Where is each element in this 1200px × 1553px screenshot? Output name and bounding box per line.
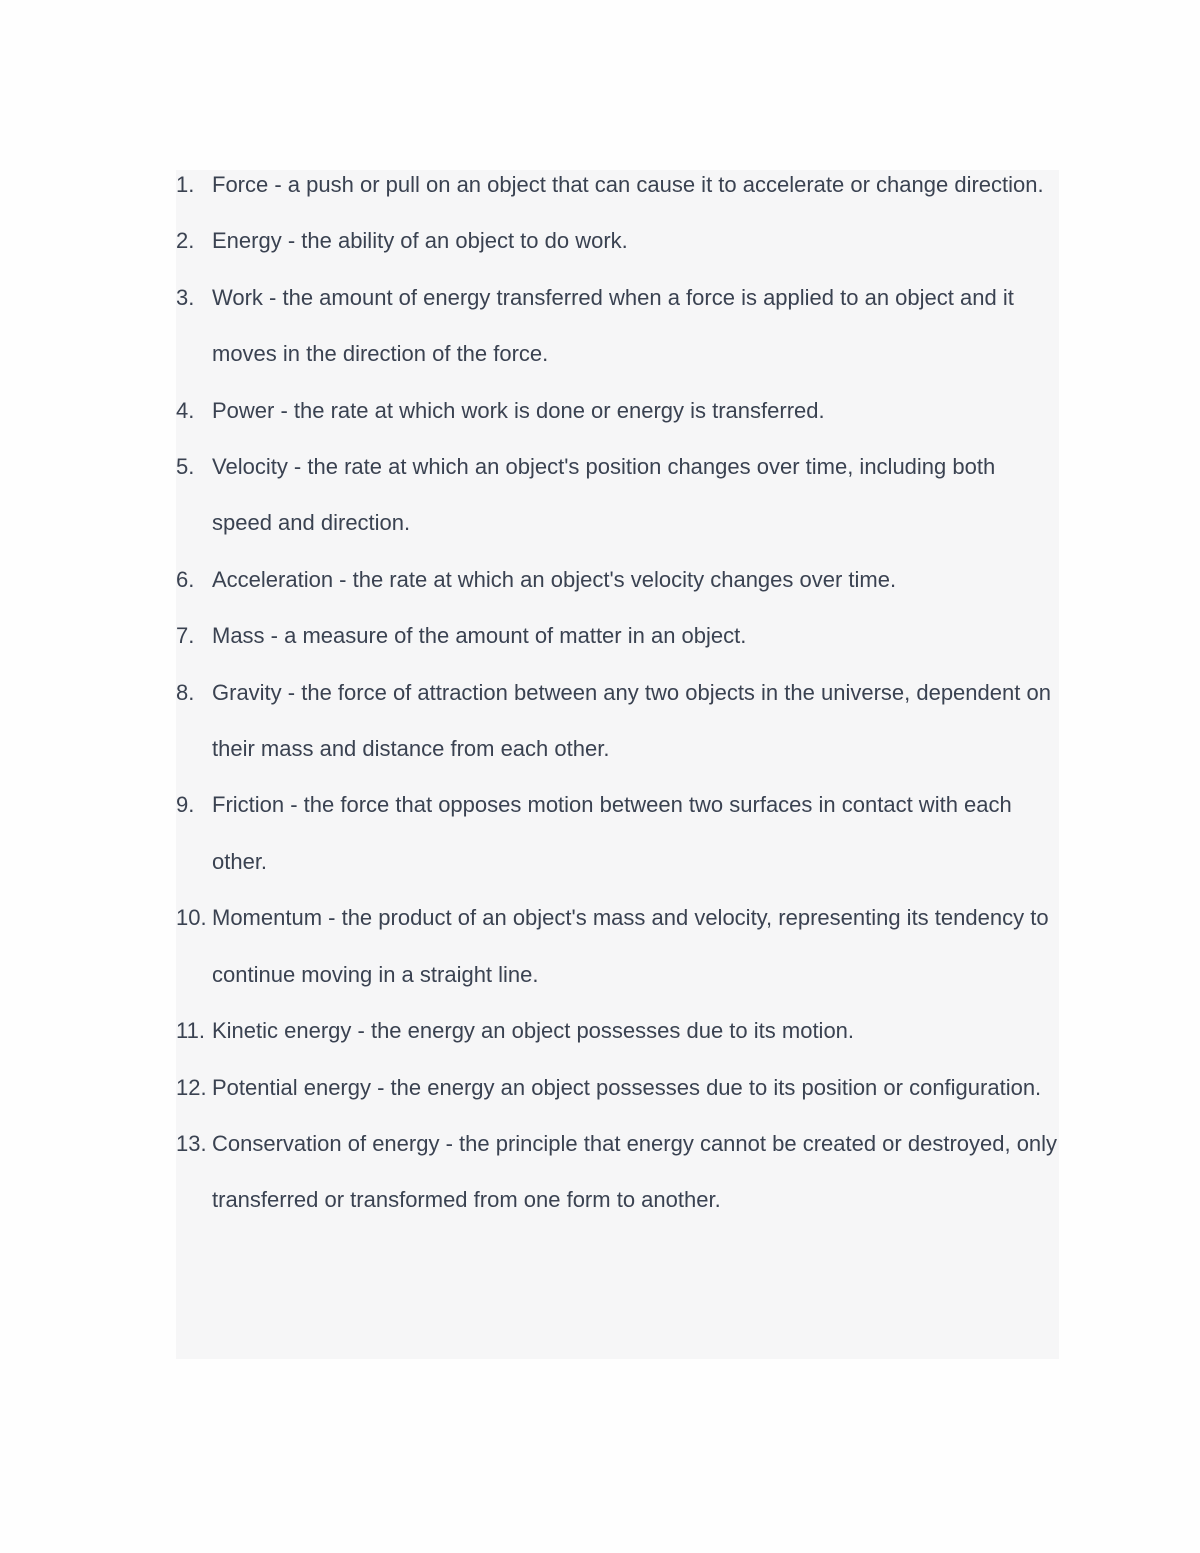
item-number: 13.: [176, 1130, 207, 1156]
item-text: Kinetic energy - the energy an object possesses due to its motion.: [212, 1018, 855, 1044]
item-number: 8.: [176, 679, 195, 705]
item-text: Gravity - the force of attraction between any two objects in the universe, dependent on their mass and distance from each other.: [212, 679, 1051, 762]
item-text: Velocity - the rate at which an object's position changes over time, including both speed and direction.: [212, 454, 996, 536]
item-number: 1.: [176, 172, 195, 197]
item-text: Potential energy - the energy an object possesses due to its position or configuration.: [212, 1074, 1042, 1100]
item-number: 2.: [176, 228, 195, 254]
list-item: [176, 213, 1060, 269]
item-text: Acceleration - the rate at which an object's velocity changes over time.: [212, 566, 897, 592]
item-text: Work - the amount of energy transferred when a force is applied to an object and it moves in the direction of the force.: [212, 284, 1014, 367]
item-text: Mass - a measure of the amount of matter in an object.: [212, 623, 747, 649]
item-text: Force - a push or pull on an object that can cause it to accelerate or change direction.: [212, 172, 1044, 197]
list-item: [176, 270, 1060, 383]
definitions-list-box: [176, 170, 1059, 1359]
item-number: 5.: [176, 454, 195, 480]
list-item: [176, 157, 1060, 213]
definitions-list: [176, 157, 1059, 1229]
item-text: Power - the rate at which work is done or energy is transferred.: [212, 397, 825, 423]
item-number: 3.: [176, 284, 195, 310]
list-item: [176, 1116, 1060, 1229]
item-number: 12.: [176, 1074, 207, 1100]
list-item: [176, 608, 1060, 664]
item-number: 6.: [176, 566, 195, 592]
list-item: [176, 1060, 1060, 1116]
item-number: 10.: [176, 905, 207, 931]
list-item: [176, 665, 1060, 778]
item-text: Energy - the ability of an object to do work.: [212, 228, 628, 254]
list-item: [176, 890, 1060, 1003]
item-text: Friction - the force that opposes motion between two surfaces in contact with each other.: [212, 792, 1012, 874]
list-item: [176, 552, 1060, 608]
item-number: 7.: [176, 623, 195, 649]
item-number: 4.: [176, 397, 195, 423]
list-item: [176, 439, 1060, 552]
list-item: [176, 777, 1060, 890]
item-number: 9.: [176, 792, 195, 818]
item-number: 11.: [176, 1018, 205, 1044]
list-item: [176, 1003, 1060, 1059]
list-item: [176, 383, 1060, 439]
item-text: Momentum - the product of an object's mass and velocity, representing its tendency to continue moving in a straight line.: [212, 905, 1049, 987]
item-text: Conservation of energy - the principle that energy cannot be created or destroyed, only transferred or transformed from one form to another.: [212, 1130, 1058, 1213]
